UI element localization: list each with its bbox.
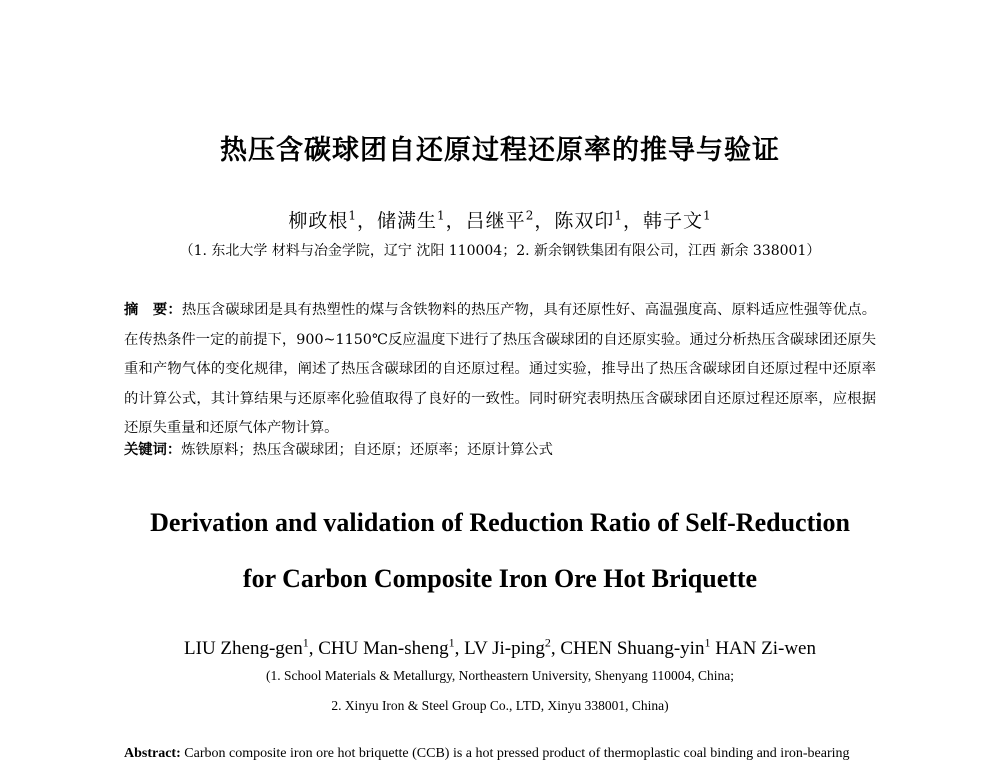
english-affiliation-line-1: (1. School Materials & Metallurgy, Northeastern University, Shenyang 110004, China; bbox=[265, 668, 735, 683]
abstract-text: 热压含碳球团是具有热塑性的煤与含铁物料的热压产物，具有还原性好、高温强度高、原料适应性强等优点。在传热条件一定的前提下，900~1150℃反应温度下进行了热压含碳球团的自还原实验。通过分析热压含碳球团还原失重和产物气体的变化规律，阐述了热压含碳球团的自还原过程。通过实验，推导出了热压含碳球团自还原过程中还原率的计算公式，其计算结果与还原率化验值取得了良好的一致性。同时研究表明热压含碳球团自还原过程还原率，应根据还原失重量和还原气体产物计算。 bbox=[124, 302, 876, 437]
english-affiliation-line-2: 2. Xinyu Iron & Steel Group Co., LTD, Xinyu 338001, China) bbox=[331, 698, 669, 713]
author: CHEN Shuang-yin$^1$ bbox=[560, 636, 711, 660]
author: LIU Zheng-gen$^1$, bbox=[184, 636, 319, 660]
english-title-line-1: Derivation and validation of Reduction Ratio of Self-Reduction bbox=[150, 508, 850, 537]
author: HAN Zi-wen bbox=[715, 638, 816, 660]
author: 陈双印$^1$， bbox=[554, 208, 644, 232]
abstract-label: Abstract: bbox=[124, 746, 181, 761]
chinese-title: 热压含碳球团自还原过程还原率的推导与验证 bbox=[220, 135, 780, 166]
abstract-text: Carbon composite iron ore hot briquette (CCB) is a hot pressed product of thermoplastic coal binding and iron-bearing bbox=[184, 746, 850, 761]
keywords-label: 关键词： bbox=[124, 442, 182, 458]
chinese-abstract bbox=[124, 296, 876, 444]
author: 韩子文$^1$ bbox=[643, 208, 712, 232]
author: 柳政根$^1$， bbox=[288, 208, 377, 232]
english-title-line-2: for Carbon Composite Iron Ore Hot Briquette bbox=[242, 564, 758, 593]
author: 储满生$^1$， bbox=[377, 208, 466, 232]
chinese-author-list bbox=[0, 206, 1000, 233]
chinese-affiliation: （1. 东北大学 材料与冶金学院，辽宁 沈阳 110004；2. 新余钢铁集团有限公司，江西 新余 338001） bbox=[179, 243, 821, 259]
english-author-list bbox=[0, 636, 1000, 660]
chinese-keywords bbox=[124, 440, 876, 460]
keywords-text: 炼铁原料；热压含碳球团；自还原；还原率；还原计算公式 bbox=[181, 442, 553, 458]
author: CHU Man-sheng$^1$, bbox=[318, 636, 465, 660]
author: LV Ji-ping$^2$, bbox=[464, 636, 561, 660]
abstract-label: 摘 要： bbox=[124, 302, 182, 318]
author: 吕继平$^2$， bbox=[465, 208, 555, 232]
